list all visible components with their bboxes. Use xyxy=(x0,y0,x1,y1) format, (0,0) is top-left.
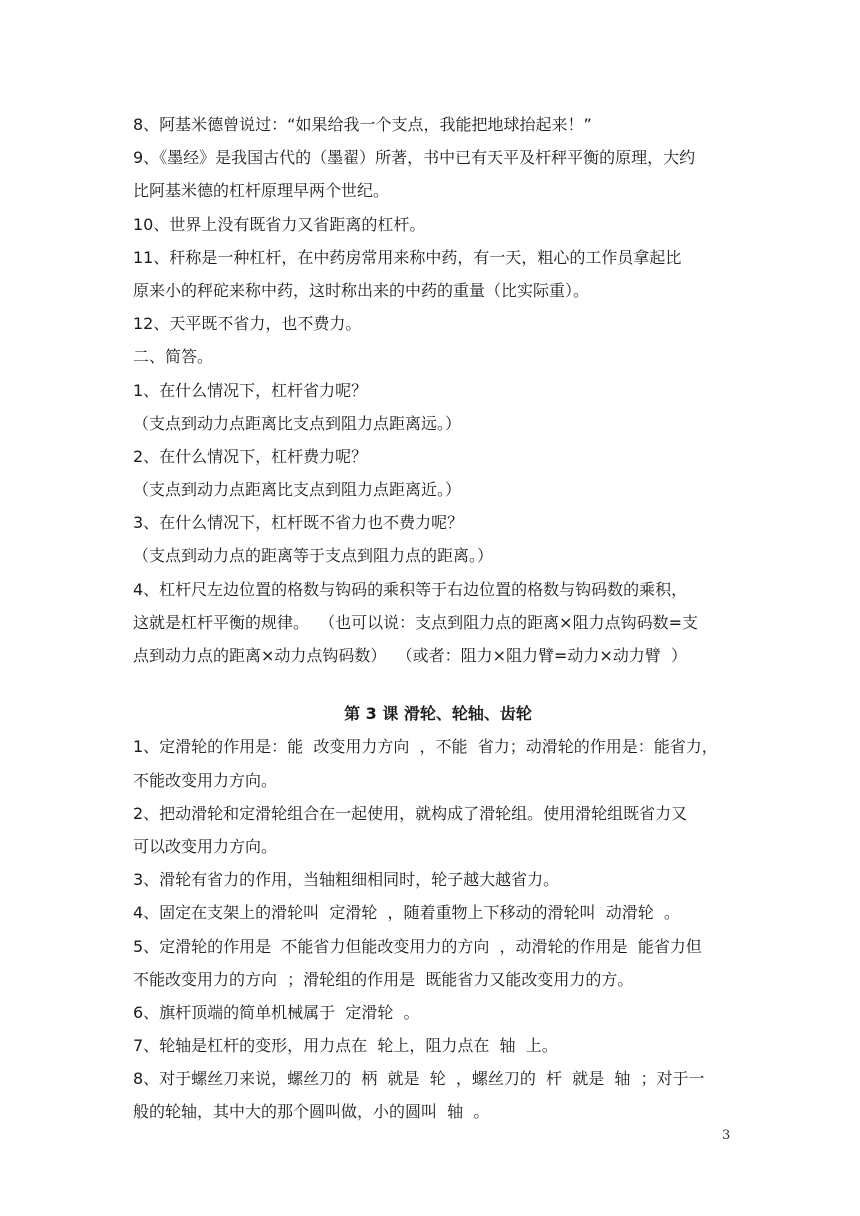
text-line: 8、阿基米德曾说过：“如果给我一个支点，我能把地球抬起来！” xyxy=(133,115,592,134)
text-line: 12、天平既不省力，也不费力。 xyxy=(133,314,362,334)
text-line: 点到动力点的距离×动力点钩码数） （或者：阻力×阻力臂=动力×动力臂 ） xyxy=(133,646,687,665)
text-line: 11、秆称是一种杠杆，在中药房常用来称中药，有一天，粗心的工作员拿起比 xyxy=(133,247,682,267)
lever-section xyxy=(133,108,743,672)
text-line: 不能改变用力的方向 ；滑轮组的作用是 既能省力又能改变用力的方。 xyxy=(133,969,634,989)
pulley-section xyxy=(133,730,743,1128)
text-line: 这就是杠杆平衡的规律。 （也可以说：支点到阻力点的距离×阻力点钩码数=支 xyxy=(133,612,698,632)
text-line: 9、《墨经》是我国古代的（墨翟）所著，书中已有天平及杆秤平衡的原理，大约 xyxy=(133,148,696,168)
text-line: 比阿基米德的杠杆原理早两个世纪。 xyxy=(133,181,390,201)
text-line: 1、定滑轮的作用是：能 改变用力方向 ，不能 省力；动滑轮的作用是：能省力， xyxy=(133,737,718,757)
text-line: 2、在什么情况下，杠杆费力呢？ xyxy=(133,446,368,466)
text-line: 4、杠杆尺左边位置的格数与钩码的乘积等于右边位置的格数与钩码数的乘积， xyxy=(133,579,688,599)
text-line: （支点到动力点的距离等于支点到阻力点的距离。） xyxy=(133,546,494,566)
page-number: 3 xyxy=(722,1128,731,1143)
text-line: 5、定滑轮的作用是 不能省力但能改变用力的方向 ，动滑轮的作用是 能省力但 xyxy=(133,936,702,956)
section-gap xyxy=(133,672,743,697)
page-content xyxy=(133,108,743,1129)
text-line: （支点到动力点距离比支点到阻力点距离远。） xyxy=(133,413,462,433)
text-line: 原来小的秤砣来称中药，这时称出来的中药的重量（比实际重）。 xyxy=(133,280,590,300)
text-line: 7、轮轴是杠杆的变形，用力点在 轮上，阻力点在 轴 上。 xyxy=(133,1036,558,1056)
text-line: 8、对于螺丝刀来说，螺丝刀的 柄 就是 轮 ，螺丝刀的 杆 就是 轴 ；对于一 xyxy=(133,1069,705,1089)
text-line: 不能改变用力方向。 xyxy=(133,770,278,790)
text-line: 2、把动滑轮和定滑轮组合在一起使用，就构成了滑轮组。使用滑轮组既省力又 xyxy=(133,803,688,823)
lesson-title: 第 3 课 滑轮、轮轴、齿轮 xyxy=(344,704,532,724)
text-line: 3、滑轮有省力的作用，当轴粗细相同时，轮子越大越省力。 xyxy=(133,870,560,890)
text-line: 可以改变用力方向。 xyxy=(133,836,278,856)
text-line: 二、简答。 xyxy=(133,347,214,367)
text-line: 4、固定在支架上的滑轮叫 定滑轮 ，随着重物上下移动的滑轮叫 动滑轮 。 xyxy=(133,903,680,923)
text-line: （支点到动力点距离比支点到阻力点距离近。） xyxy=(133,480,462,500)
text-line: 6、旗杆顶端的简单机械属于 定滑轮 。 xyxy=(133,1002,420,1022)
text-line: 般的轮轴，其中大的那个圆叫做，小的圆叫 轴 。 xyxy=(133,1102,490,1122)
text-line: 3、在什么情况下，杠杆既不省力也不费力呢？ xyxy=(133,513,464,533)
text-line: 10、世界上没有既省力又省距离的杠杆。 xyxy=(133,214,426,234)
text-line: 1、在什么情况下，杠杆省力呢？ xyxy=(133,380,368,400)
